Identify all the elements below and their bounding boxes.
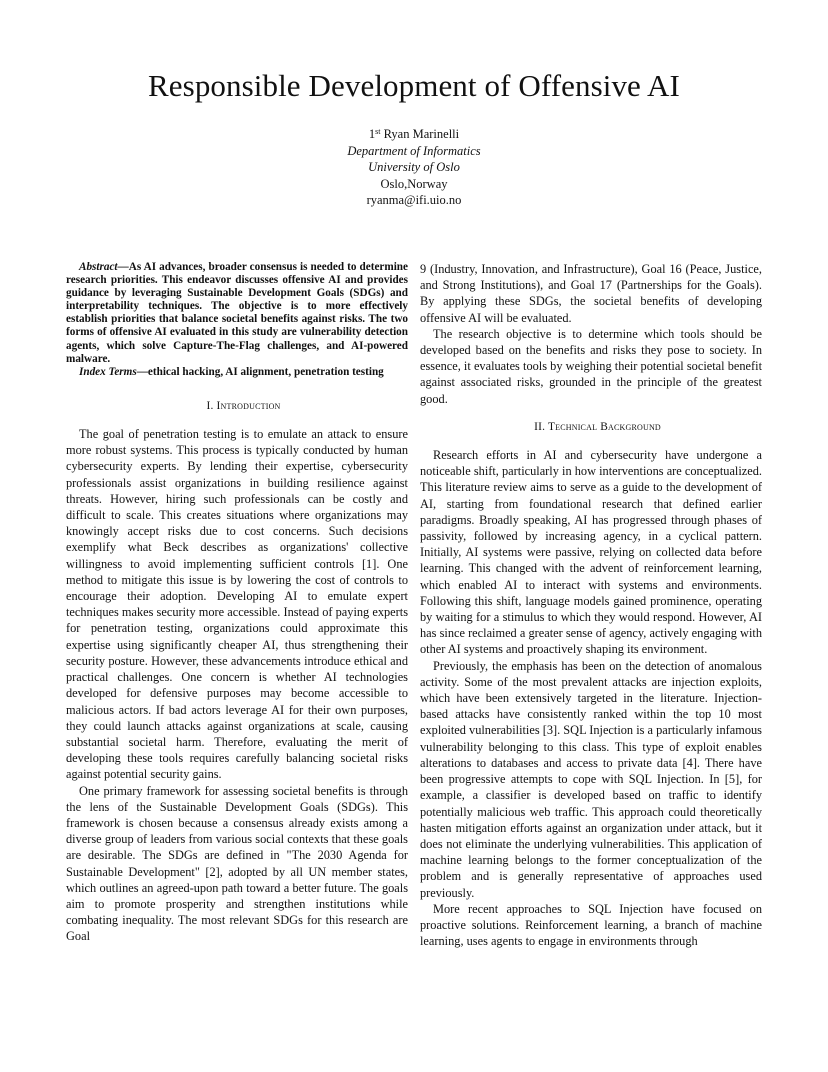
abstract-text: —As AI advances, broader consensus is needed to determine research priorities. This endeavor discusses offensive AI and provides guidance by leveraging Sustainable Development Goals (SDGs) and interpretability techniques. The objective is to more effectively establish priorities that balance societal benefits against risks. The two forms of offensive AI evaluated in this study are vulnerability detection agents, which solve Capture-The-Flag challenges, and AI-powered malware.: [66, 261, 408, 365]
index-terms-text: —ethical hacking, AI alignment, penetration testing: [136, 365, 384, 378]
author-block: [0, 126, 828, 209]
intro-paragraph-2-continued: 9 (Industry, Innovation, and Infrastructure), Goal 16 (Peace, Justice, and Strong Institutions), and Goal 17 (Partnerships for the Goals). By applying these SDGs, the societal benefits of developing offensive AI will be evaluated.: [420, 262, 762, 325]
intro-paragraph-2: One primary framework for assessing societal benefits is through the lens of the Sustainable Development Goals (SDGs). This framework is chosen because a consensus already exists among a diverse group of leaders from various social contexts that these goals are desirable. The SDGs are defined in "The 2030 Agenda for Sustainable Development" [2], adopted by all UN member states, which outlines an agreed-upon path toward a better future. The goals aim to promote prosperity and strengthen institutions while combating inequality. The most relevant SDGs for this research are Goal: [66, 783, 408, 944]
author-university: University of Oslo: [368, 160, 460, 174]
author-name: Ryan Marinelli: [383, 127, 460, 141]
author-name-line: [0, 126, 828, 143]
index-terms: [66, 366, 408, 379]
background-paragraph-2: Previously, the emphasis has been on the detection of anomalous activity. Some of the most prevalent attacks are injection exploits, which have been extensively targeted in the literature. Injection-based attacks have consistently ranked within the top 10 most exploited vulnerabilities [3]. SQL Injection is a particularly infamous vulnerability belonging to this class. This type of exploit enables alterations to databases and access to private data [4]. There have been progressive attempts to cope with SQL Injection. In [5], for example, a classifier is developed based on traffic to identify potentially malicious web traffic. This approach could theoretically hasten mitigation efforts against an organization under attack, but it does not eliminate the underlying vulnerabilities. This application of machine learning belongs to the former conceptualization of the problem and is generally representative of approaches used previously.: [420, 658, 762, 900]
section-heading-technical-background: II. Technical Background: [534, 420, 661, 433]
author-location: Oslo,Norway: [380, 176, 448, 191]
author-department: Department of Informatics: [347, 143, 481, 158]
intro-paragraph-3: The research objective is to determine which tools should be developed based on the benefits and risks they pose to society. In essence, it evaluates tools by weighing their potential societal benefit against associated risks, grounded in the principle of the greatest good.: [420, 326, 762, 406]
left-column: [66, 261, 408, 945]
abstract: [66, 261, 408, 366]
author-ordinal-suffix: st: [375, 127, 381, 136]
author-ordinal: 1: [368, 127, 376, 141]
section-heading-introduction: I. Introduction: [206, 399, 281, 412]
index-terms-lead: Index Terms: [79, 365, 137, 378]
paper-title: Responsible Development of Offensive AI: [148, 68, 680, 103]
abstract-lead: Abstract: [79, 261, 118, 273]
intro-paragraph-1: The goal of penetration testing is to emulate an attack to ensure more robust systems. This process is typically conducted by human cybersecurity experts. By lending their expertise, cybersecurity professionals assist organizations in building resilience against threats. However, hiring such professionals can be costly and difficult to scale. This creates situations where organizations may knowingly accept risks due to cost concerns. Such decisions exemplify what Beck describes as organizations' collective willingness to avoid implementing sufficient controls [1]. One method to mitigate this issue is by lowering the cost of controls to encourage their adoption. Developing AI to emulate expert techniques makes security more accessible. Instead of paying experts for penetration testing, organizations could approximate this expertise using significantly cheaper AI, thus strengthening their security posture. However, these advancements introduce ethical and practical challenges. One concern is whether AI technologies developed for defensive purposes may become accessible to malicious actors. If bad actors leverage AI for their own purposes, they could launch attacks against organizations at scale, causing substantial societal harm. Therefore, evaluating the merit of developing these tools requires carefully balancing societal risks against potential security gains.: [66, 427, 408, 782]
author-email: ryanma@ifi.uio.no: [366, 193, 462, 207]
background-paragraph-1: Research efforts in AI and cybersecurity have undergone a noticeable shift, particularly in how interventions are conceptualized. This literature review aims to serve as a guide to the development of AI, starting from foundational research that defined earlier paradigms. Broadly speaking, AI has progressed through phases of passivity, followed by increasing agency, in a cyclical pattern. Initially, AI systems were passive, relying on collected data before learning. This changed with the advent of reinforcement learning, which enabled AI to interact with systems and environments. Following this shift, language models gained prominence, operating by waiting for a stimulus to which they would respond. However, AI has since reclaimed a greater sense of agency, actively engaging with other AI systems and proactively shaping its environment.: [420, 448, 762, 657]
background-paragraph-3: More recent approaches to SQL Injection have focused on proactive solutions. Reinforcement learning, a branch of machine learning, uses agents to engage in environments through: [420, 901, 762, 949]
right-column: [420, 261, 762, 949]
